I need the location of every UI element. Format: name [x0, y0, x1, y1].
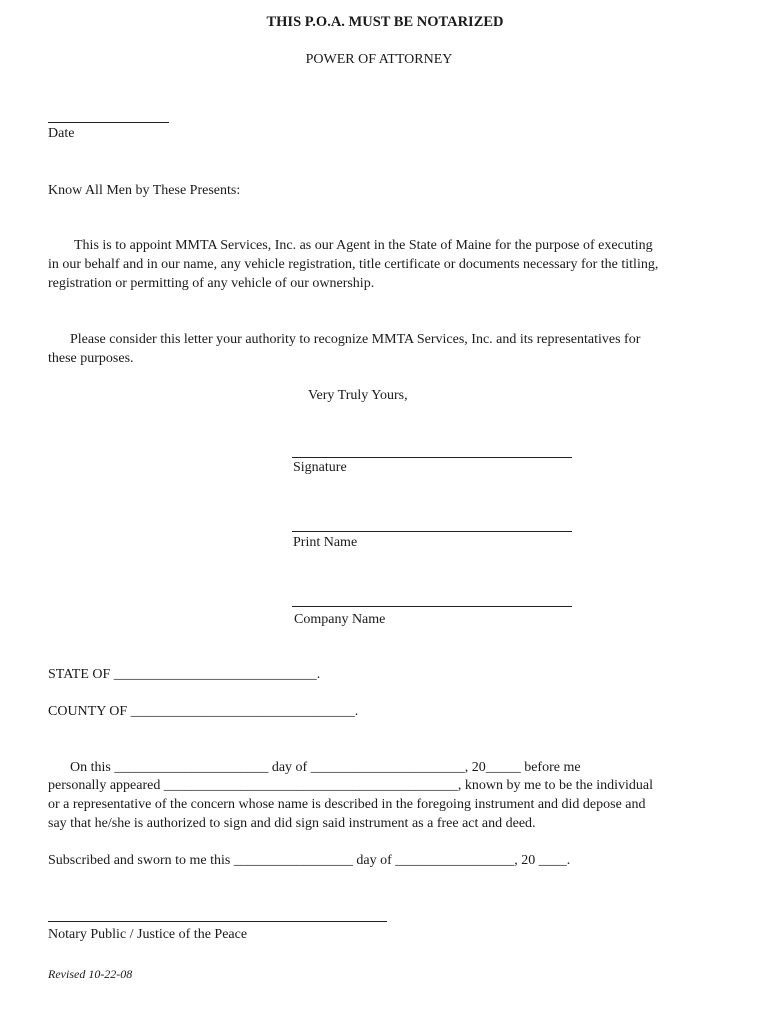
authority-line-1: Please consider this letter your authority to recognize MMTA Services, Inc. and its representatives for [70, 332, 641, 347]
company-name-label: Company Name [294, 612, 386, 627]
acknowledgment-line-4: say that he/she is authorized to sign and did sign said instrument as a free act and deed. [48, 816, 536, 831]
authority-line-2: these purposes. [48, 351, 134, 366]
revision-date: Revised 10-22-08 [48, 967, 133, 981]
notary-signature-line[interactable] [48, 921, 387, 922]
date-label: Date [48, 126, 75, 141]
appointment-line-2: in our behalf and in our name, any vehicle registration, title certificate or documents necessary for the titling, [48, 257, 659, 272]
notarize-notice: THIS P.O.A. MUST BE NOTARIZED [266, 14, 504, 30]
acknowledgment-line-3: or a representative of the concern whose name is described in the foregoing instrument and did depose and [48, 797, 646, 812]
print-name-label: Print Name [293, 535, 358, 550]
acknowledgment-line-1[interactable]: On this ______________________ day of ______________________, 20_____ before me [70, 760, 581, 775]
document-title: POWER OF ATTORNEY [305, 52, 453, 67]
closing: Very Truly Yours, [308, 388, 408, 403]
salutation: Know All Men by These Presents: [48, 183, 241, 198]
state-field[interactable]: STATE OF _____________________________. [48, 667, 321, 682]
signature-line[interactable] [292, 457, 572, 458]
appointment-line-1: This is to appoint MMTA Services, Inc. as our Agent in the State of Maine for the purpose of executing [74, 238, 653, 253]
print-name-line[interactable] [292, 531, 572, 532]
notary-label: Notary Public / Justice of the Peace [48, 927, 248, 942]
acknowledgment-line-2[interactable]: personally appeared __________________________________________, known by me to be the individual [48, 778, 654, 793]
date-line[interactable] [48, 122, 169, 123]
county-field[interactable]: COUNTY OF ________________________________. [48, 704, 359, 719]
company-name-line[interactable] [292, 606, 572, 607]
appointment-line-3: registration or permitting of any vehicle of our ownership. [48, 276, 375, 291]
signature-label: Signature [293, 460, 347, 475]
subscribed-field[interactable]: Subscribed and sworn to me this _________________ day of _________________, 20 ____. [48, 853, 571, 868]
